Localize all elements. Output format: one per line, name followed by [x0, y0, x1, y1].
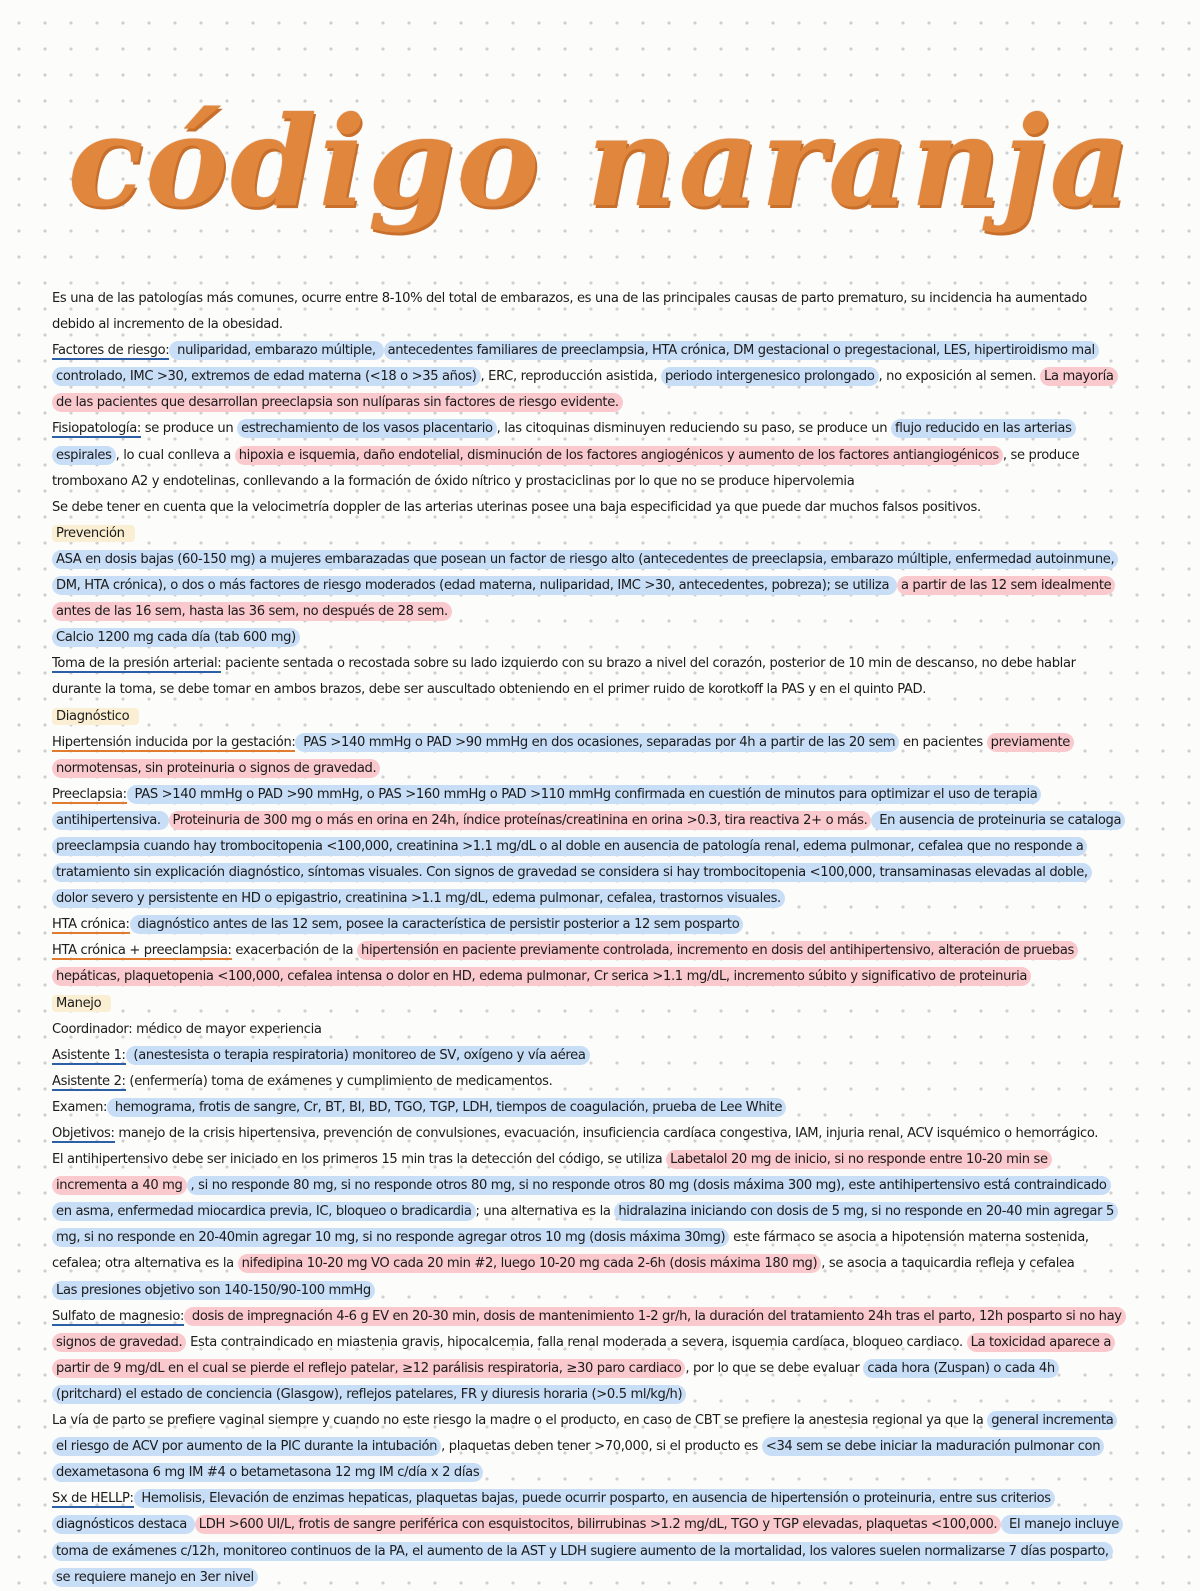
crop-text-1: exacerbación de la — [231, 943, 358, 959]
anti-text-8: , se asocia a taquicardia refleja y cefalea — [821, 1256, 1075, 1272]
assistant-1-line — [52, 1043, 1122, 1069]
assistant-2-text: (enfermería) toma de exámenes y cumplimiento de medicamentos. — [125, 1073, 553, 1089]
chronic-plus-preeclampsia-paragraph — [52, 938, 1122, 990]
anti-text-6: este fármaco se asocia a hipotensión materna sostenida, cefalea; otra alternativa es la — [52, 1230, 1089, 1272]
hellp-paragraph — [52, 1486, 1122, 1590]
chronic-text: diagnóstico antes de las 12 sem, posee la característica de persistir posterior a 12 sem posparto — [130, 915, 744, 934]
fisio-text-7: , se produce tromboxano A2 y endotelinas, conllevando a la formación de óxido nítrico y prostaciclinas por lo que no se produce hipervolemia — [52, 447, 1080, 489]
magnesium-label: Sulfato de magnesio: — [52, 1308, 185, 1324]
mag-text-4: , por lo que se debe evaluar — [685, 1360, 864, 1376]
chronic-hypertension-label: HTA crónica: — [52, 917, 130, 933]
pathophysiology-label: Fisiopatología: — [52, 421, 141, 437]
diagnosis-heading — [52, 704, 1122, 730]
target-pressure-line — [52, 1278, 1122, 1304]
doppler-paragraph: Se debe tener en cuenta que la velocimetría doppler de las arterias uterinas posee una baja especificidad ya que puede dar muchos falsos positivos. — [52, 499, 981, 515]
risk-text-4: periodo intergenesico prolongado — [661, 367, 879, 386]
anti-text-7: nifedipina 10-20 mg VO cada 20 min #2, luego 10-20 mg cada 2-6h (dosis máxima 180 mg) — [238, 1254, 822, 1273]
prevention-heading-text: Prevención — [52, 525, 135, 542]
hellp-text-1: Hemolisis, Elevación de enzimas hepaticas, plaquetas bajas, puede ocurrir posparto, en ausencia de hipertensión o proteinuria, entre sus criterios diagnósticos destaca — [52, 1489, 1055, 1534]
risk-factors-paragraph — [52, 338, 1122, 416]
hellp-text-3: El manejo incluye toma de exámenes c/12h, monitoreo continuos de la PA, el aumento de la AST y LDH sugiere aumento de la mortalidad, los valores suelen normalizarse 7 días posparto, se requiere manejo en 3er nivel — [52, 1515, 1123, 1586]
via-text-3: , plaquetas deben tener >70,000, si el producto es — [441, 1439, 762, 1455]
mag-text-3: La toxicidad aparece a partir de 9 mg/dL en el cual se pierde el reflejo patelar, ≥12 parálisis respiratoria, ≥30 paro cardiaco — [52, 1333, 1115, 1378]
exams-label: Examen: — [52, 1099, 108, 1115]
fisio-text-6: hipoxia e isquemia, daño endotelial, disminución de los factores angiogénicos y aumento de los factores antiangiogénicos — [235, 446, 1003, 465]
calcium-paragraph — [52, 625, 1122, 651]
chronic-plus-preeclampsia-label: HTA crónica + preeclampsia: — [52, 943, 232, 959]
fisio-text-5: , lo cual conlleva a — [115, 447, 235, 463]
anti-text-2: Labetalol 20 mg de inicio, si no responde entre 10-20 min se incrementa a 40 mg — [52, 1150, 1052, 1195]
bp-measurement-paragraph — [52, 651, 1122, 703]
pathophysiology-paragraph — [52, 416, 1122, 494]
assistant-1-label: Asistente 1: — [52, 1047, 126, 1063]
risk-text-6: La mayoría de las pacientes que desarrollan preeclapsia son nulíparas sin factores de riesgo evidente. — [52, 367, 1118, 412]
coordinator-line: Coordinador: médico de mayor experiencia — [52, 1021, 322, 1037]
fisio-text-1: se produce un — [140, 421, 238, 437]
notes-body — [52, 286, 1122, 1591]
pre-text-1: PAS >140 mmHg o PAD >90 mmHg, o PAS >160 mmHg o PAD >110 mmHg confirmada en cuestión de minutos para optimizar el uso de terapia antihipertensiva. — [52, 785, 1041, 830]
bp-measurement-label: Toma de la presión arterial: — [52, 656, 222, 672]
chronic-hypertension-paragraph — [52, 912, 1122, 938]
risk-text-2: antecedentes familiares de preeclampsia, HTA crónica, DM gestacional o pregestacional, LES, hipertiroidismo mal controlado, IMC >30, extremos de edad materna (<18 o >35 años) — [52, 341, 1099, 386]
via-text-1: La vía de parto se prefiere vaginal siempre y cuando no este riesgo la madre o el producto, en caso de CBT se prefiere la anestesia regional ya que la — [52, 1413, 988, 1429]
gh-text-2: en pacientes — [899, 734, 987, 750]
gestational-hypertension-paragraph — [52, 730, 1122, 782]
mag-text-2: Esta contraindicado en miastenia gravis, hipocalcemia, falla renal moderada a severa, isquemia cardíaca, bloqueo cardiaco. — [186, 1334, 967, 1350]
calcium-text: Calcio 1200 mg cada día (tab 600 mg) — [52, 628, 300, 647]
risk-text-1: nuliparidad, embarazo múltiple, — [169, 341, 383, 360]
anti-text-5: hidralazina iniciando con dosis de 5 mg, si no responde en 20-40 min agregar 5 mg, si no responde en 20-40min agregar 10 mg, si no responde agregar otros 10 mg (dosis máxima 30mg) — [52, 1202, 1118, 1247]
risk-text-5: , no exposición al semen. — [878, 369, 1041, 385]
aspirin-text-1: ASA en dosis bajas (60-150 mg) a mujeres embarazadas que posean un factor de riesgo alto (antecedentes de preeclapsia, embarazo múltiple, enfermedad autoinmune, DM, HTA crónica), o dos o más factores de riesgo moderados (edad materna, nuliparidad, IMC >30, antecedentes, pobreza); se utiliza — [52, 550, 1118, 595]
mag-text-1: dosis de impregnación 4-6 g EV en 20-30 min, dosis de mantenimiento 1-2 gr/h, la duración del tratamiento 24h tras el parto, 12h posparto si no hay signos de gravedad. — [52, 1307, 1126, 1352]
objectives-line — [52, 1121, 1122, 1147]
diagnosis-heading-text: Diagnóstico — [52, 708, 139, 725]
antihypertensive-paragraph — [52, 1147, 1122, 1277]
management-heading — [52, 991, 1122, 1017]
assistant-1-text: (anestesista o terapia respiratoria) monitoreo de SV, oxígeno y vía aérea — [126, 1046, 590, 1065]
anti-text-3: , si no responde 80 mg, si no responde otros 80 mg, si no responde otros 80 mg (dosis máxima 300 mg), este antihipertensivo está contraindicado en asma, enfermedad miocardica previa, IC, bloqueo o bradicardia — [52, 1176, 1111, 1221]
management-heading-text: Manejo — [52, 995, 111, 1012]
anti-text-4: ; una alternativa es la — [475, 1204, 615, 1220]
assistant-2-label: Asistente 2: — [52, 1073, 126, 1089]
fisio-text-2: estrechamiento de los vasos placentario — [237, 419, 497, 438]
risk-text-3: , ERC, reproducción asistida, — [480, 369, 661, 385]
pre-text-3: En ausencia de proteinuria se cataloga preeclampsia cuando hay trombocitopenia <100,000, creatinina >1.1 mg/dL o al doble en ausencia de patología renal, edema pulmonar, cefalea que no responde a tratamiento sin explicación diagnóstico, síntomas visuales. Con signos de gravedad se considera si hay trombocitopenia <100,000, transaminasas elevadas al doble, dolor severo y persistente en HD o epigastrio, creatinina >1.1 mg/dL, edema pulmonar, cefalea, trastornos visuales. — [52, 811, 1125, 908]
page-title: código naranja — [67, 90, 1133, 235]
mag-text-5: cada hora (Zuspan) o cada 4h (pritchard) el estado de conciencia (Glasgow), reflejos patelares, FR y diuresis horaria (>0.5 ml/kg/h) — [52, 1359, 1059, 1404]
prevention-heading — [52, 521, 1122, 547]
hellp-text-2: LDH >600 UI/L, frotis de sangre periférica con esquistocitos, bilirrubinas >1.2 mg/dL, TGO y TGP elevadas, plaquetas <100,000. — [195, 1515, 1001, 1534]
aspirin-paragraph — [52, 547, 1122, 625]
gestational-hypertension-label: Hipertensión inducida por la gestación: — [52, 734, 296, 750]
magnesium-paragraph — [52, 1304, 1122, 1408]
fisio-text-3: , las citoquinas disminuyen reduciendo su paso, se produce un — [496, 421, 891, 437]
objectives-label: Objetivos: — [52, 1126, 115, 1141]
aspirin-text-2: a partir de las 12 sem idealmente antes de las 16 sem, hasta las 36 sem, no después de 28 sem. — [52, 576, 1115, 621]
exams-line — [52, 1095, 1122, 1121]
gh-text-3: previamente normotensas, sin proteinuria o signos de gravedad. — [52, 733, 1074, 778]
via-text-2: general incrementa el riesgo de ACV por aumento de la PIC durante la intubación — [52, 1411, 1117, 1456]
preeclampsia-paragraph — [52, 782, 1122, 912]
via-text-4: <34 sem se debe iniciar la maduración pulmonar con dexametasona 6 mg IM #4 o betametasona 12 mg IM c/día x 2 días — [52, 1437, 1104, 1482]
hellp-label: Sx de HELLP: — [52, 1491, 134, 1507]
anti-text-1: El antihipertensivo debe ser iniciado en los primeros 15 min tras la detección del código, se utiliza — [52, 1152, 667, 1168]
fisio-text-4: flujo reducido en las arterias espirales — [52, 419, 1076, 464]
exams-text: hemograma, frotis de sangre, Cr, BT, BI, BD, TGO, TGP, LDH, tiempos de coagulación, prueba de Lee White — [107, 1098, 786, 1117]
gh-text-1: PAS >140 mmHg o PAD >90 mmHg en dos ocasiones, separadas por 4h a partir de las 20 sem — [295, 733, 899, 752]
delivery-route-paragraph — [52, 1408, 1122, 1486]
target-pressure-text: Las presiones objetivo son 140-150/90-100 mmHg — [52, 1281, 375, 1300]
preeclampsia-label: Preeclapsia: — [52, 786, 127, 802]
pre-text-2: Proteinuria de 300 mg o más en orina en 24h, índice proteínas/creatinina en orina >0.3, tira reactiva 2+ o más. — [169, 811, 872, 830]
intro-paragraph: Es una de las patologías más comunes, ocurre entre 8-10% del total de embarazos, es una de las principales causas de parto prematuro, su incidencia ha aumentado debido al incremento de la obesidad. — [52, 291, 1087, 333]
crop-text-2: hipertensión en paciente previamente controlada, incremento en dosis del antihipertensivo, alteración de pruebas hepáticas, plaquetopenia <100,000, cefalea intensa o dolor en HD, edema pulmonar, Cr serica >1.1 mg/dL, incremento súbito y significativo de proteinuria — [52, 941, 1078, 986]
bp-measurement-text: paciente sentada o recostada sobre su lado izquierdo con su brazo a nivel del corazón, posterior de 10 min de descanso, no debe hablar durante la toma, se debe tomar en ambos brazos, debe ser auscultado obteniendo en el primer ruido de korotkoff la PAS y en el quinto PAD. — [52, 656, 1076, 698]
risk-factors-label: Factores de riesgo: — [52, 343, 170, 359]
assistant-2-line — [52, 1069, 1122, 1095]
objectives-text: manejo de la crisis hipertensiva, prevención de convulsiones, evacuación, insuficiencia cardíaca congestiva, IAM, injuria renal, ACV isquémico o hemorrágico. — [114, 1126, 1099, 1141]
